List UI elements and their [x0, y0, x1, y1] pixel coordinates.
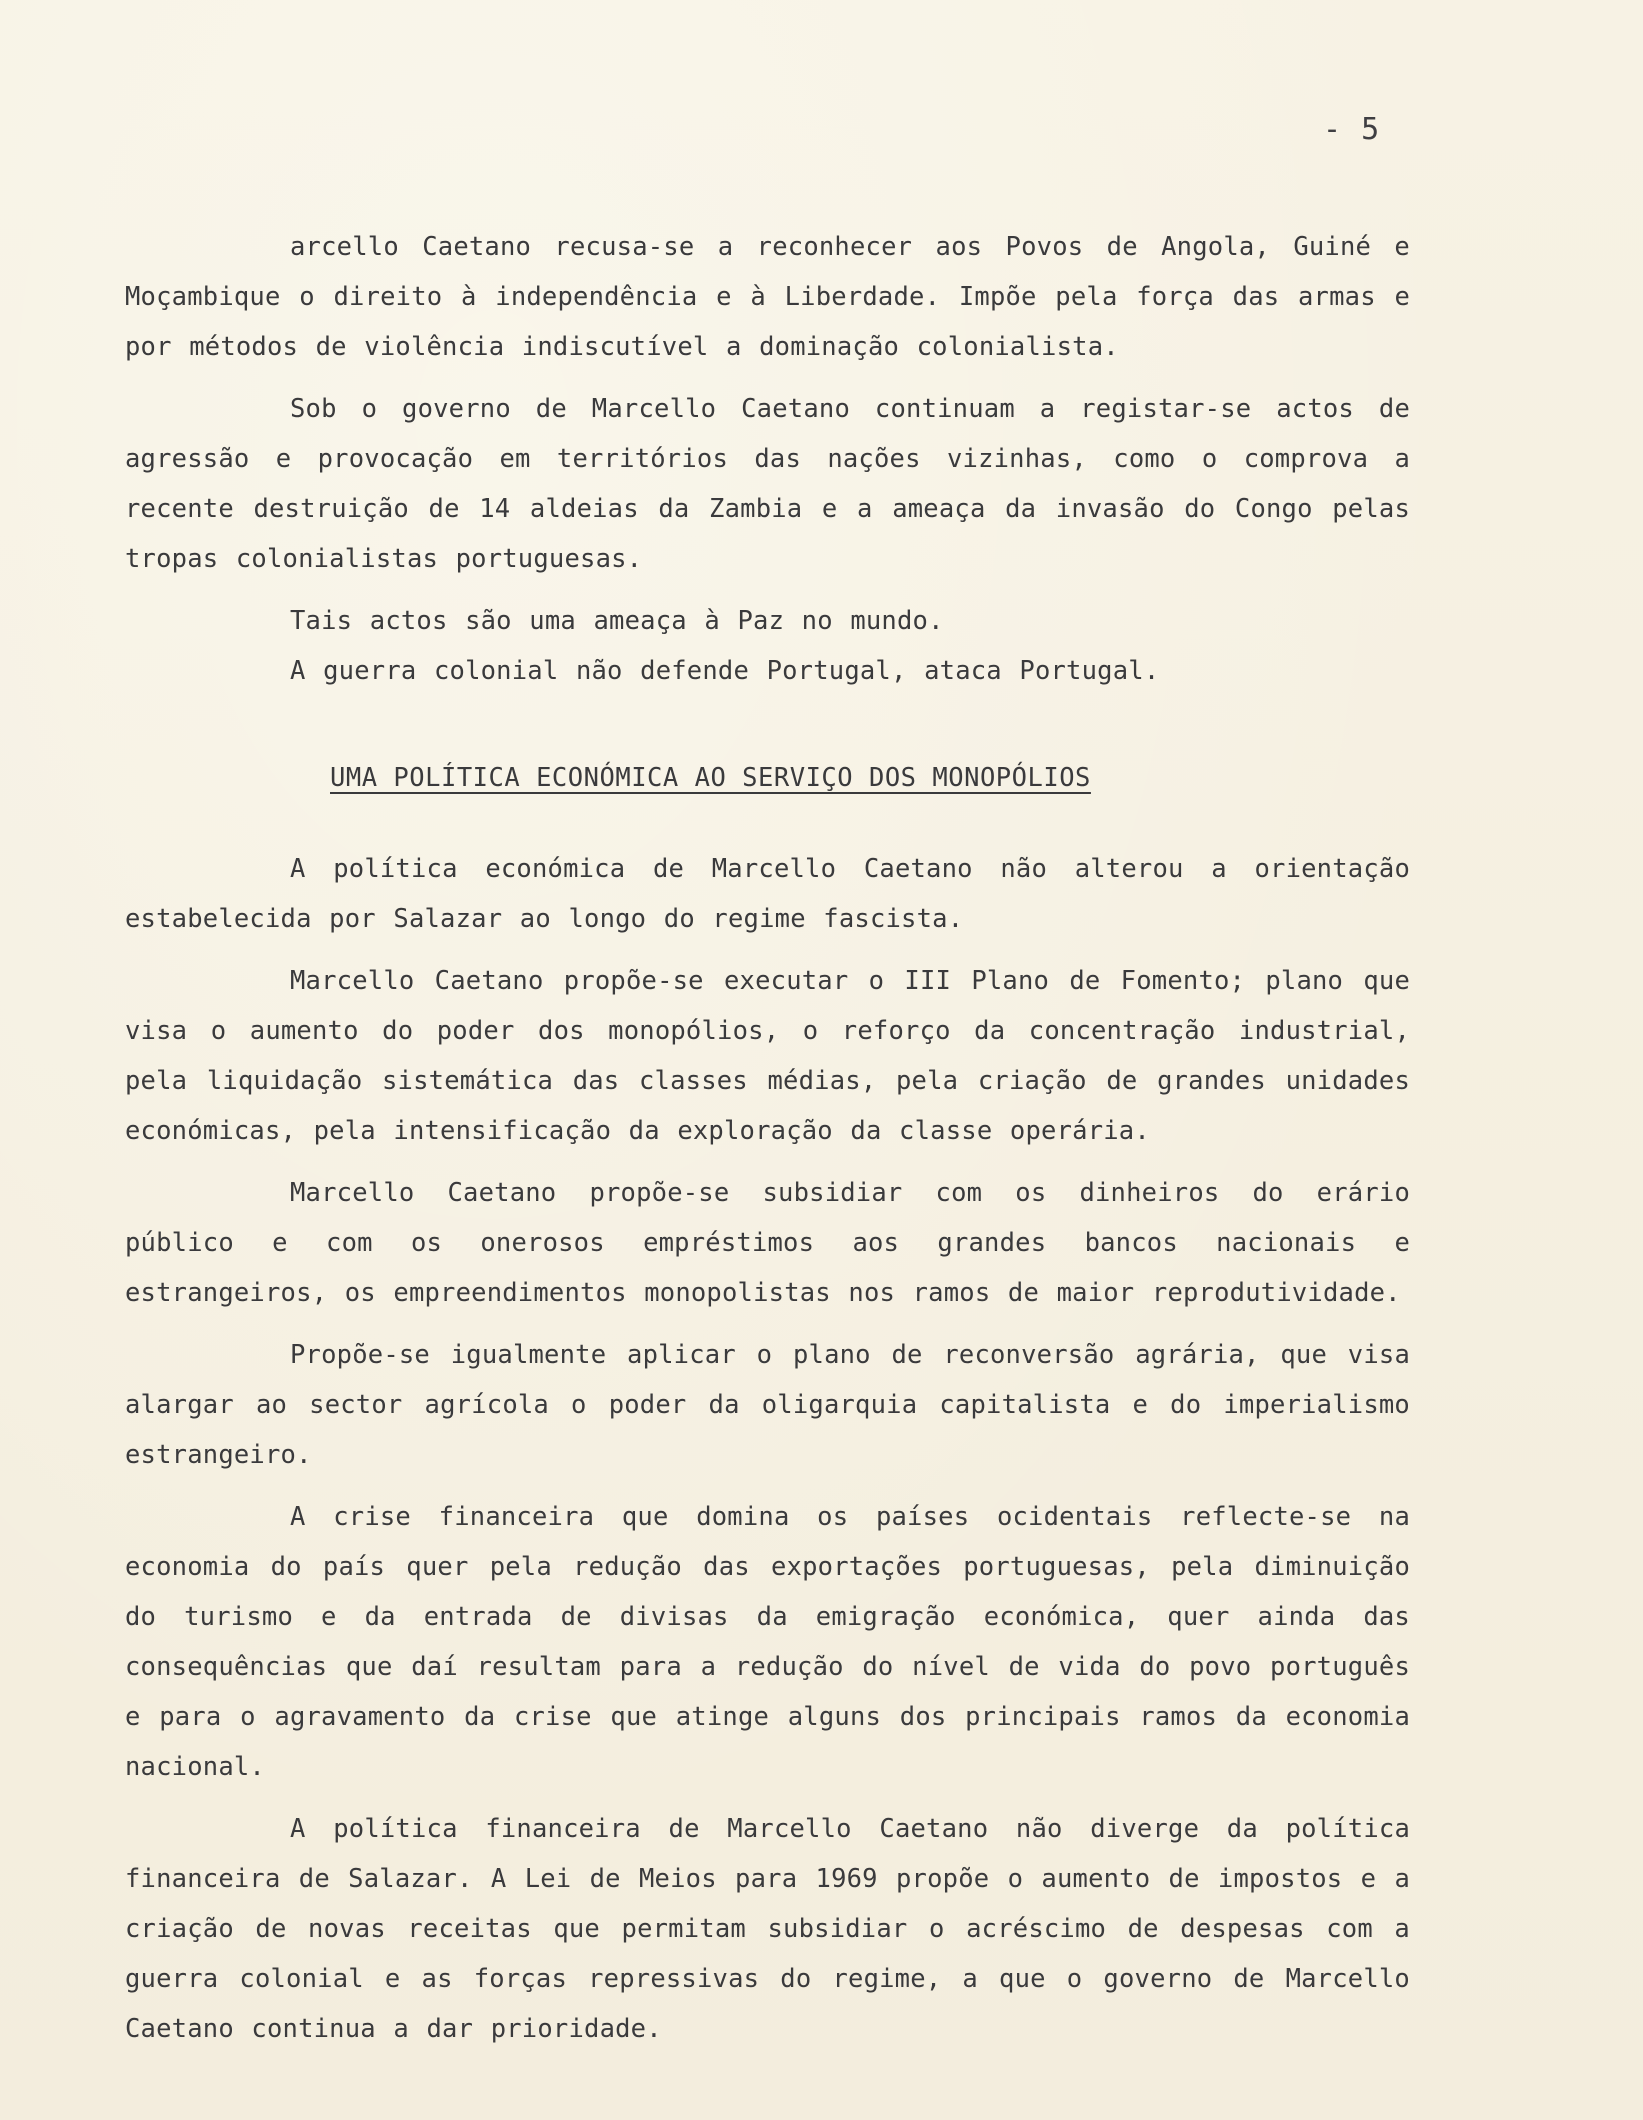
document-body [125, 222, 1410, 2054]
page-number: - 5 [1323, 112, 1381, 147]
paragraph-financial-crisis: A crise financeira que domina os países ocidentais reflecte-se na economia do país quer pela redução das exportações portuguesas, pela diminuição do turismo e da entrada de divisas da emigração económica, quer ainda das consequências que daí resultam para a redução do nível de vida do povo português e para o agravamento da crise que atinge alguns dos principais ramos da economia nacional. [125, 1502, 1410, 1782]
paragraph-threat-to-peace: Tais actos são uma ameaça à Paz no mundo. [290, 606, 944, 636]
paragraph-agrarian-reconversion: Propõe-se igualmente aplicar o plano de reconversão agrária, que visa alargar ao sector agrícola o poder da oligarquia capitalista e do imperialismo estrangeiro. [125, 1340, 1410, 1470]
paragraph-aggression: Sob o governo de Marcello Caetano continuam a registar-se actos de agressão e provocação em territórios das nações vizinhas, como o comprova a recente destruição de 14 aldeias da Zambia e a ameaça da invasão do Congo pelas tropas colonialistas portuguesas. [125, 394, 1410, 574]
paragraph-economic-policy: A política económica de Marcello Caetano não alterou a orientação estabelecida por Salazar ao longo do regime fascista. [125, 854, 1410, 934]
paragraph-development-plan: Marcello Caetano propõe-se executar o III Plano de Fomento; plano que visa o aumento do poder dos monopólios, o reforço da concentração industrial, pela liquidação sistemática das classes médias, pela criação de grandes unidades económicas, pela intensificação da exploração da classe operária. [125, 966, 1410, 1146]
paragraph-colonial-war: A guerra colonial não defende Portugal, ataca Portugal. [290, 656, 1160, 686]
paragraph-financial-policy: A política financeira de Marcello Caetano não diverge da política financeira de Salazar. A Lei de Meios para 1969 propõe o aumento de impostos e a criação de novas receitas que permitam subsidiar o acréscimo de despesas com a guerra colonial e as forças repressivas do regime, a que o governo de Marcello Caetano continua a dar prioridade. [125, 1814, 1410, 2044]
paragraph-colonial-rule: arcello Caetano recusa-se a reconhecer aos Povos de Angola, Guiné e Moçambique o direito à independência e à Liberdade. Impõe pela força das armas e por métodos de violência indiscutível a dominação colonialista. [125, 232, 1410, 362]
section-heading: UMA POLÍTICA ECONÓMICA AO SERVIÇO DOS MONOPÓLIOS [330, 763, 1091, 793]
paragraph-subsidies: Marcello Caetano propõe-se subsidiar com os dinheiros do erário público e com os onerosos empréstimos aos grandes bancos nacionais e estrangeiros, os empreendimentos monopolistas nos ramos de maior reprodutividade. [125, 1178, 1410, 1308]
